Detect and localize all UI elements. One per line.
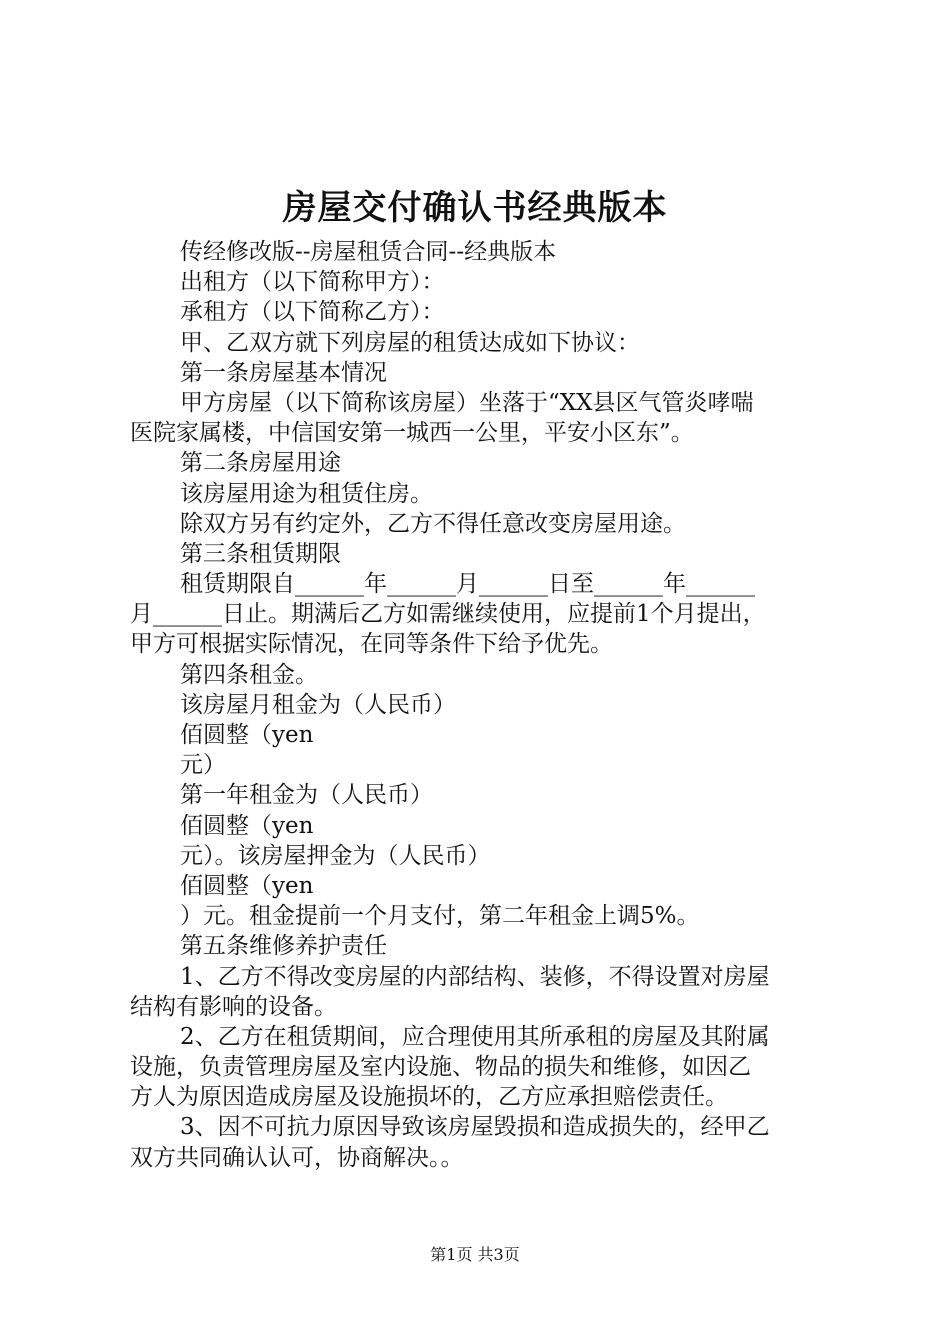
text-line: 佰圆整（yen <box>180 872 314 899</box>
text-line: 出租方（以下简称甲方）： <box>180 269 445 296</box>
text-line: 3、因不可抗力原因导致该房屋毁损和造成损失的，经甲乙 <box>180 1114 770 1141</box>
text-line: 该房屋月租金为（人民币） <box>180 691 456 718</box>
text-line: 传经修改版--房屋租赁合同--经典版本 <box>180 239 557 265</box>
text-line: 甲方可根据实际情况，在同等条件下给予优先。 <box>130 631 613 658</box>
text-line: 第二条房屋用途 <box>180 450 341 477</box>
text-line: 第一条房屋基本情况 <box>180 359 387 386</box>
document-title: 房屋交付确认书经典版本 <box>282 188 668 228</box>
text-line: 第四条租金。 <box>180 661 318 688</box>
text-line: 设施，负责管理房屋及室内设施、物品的损失和维修，如因乙 <box>130 1054 751 1081</box>
text-line: ）元。租金提前一个月支付，第二年租金上调5%。 <box>180 903 700 930</box>
text-line: 方人为原因造成房屋及设施损坏的，乙方应承担赔偿责任。 <box>130 1084 728 1111</box>
text-line: 结构有影响的设备。 <box>130 993 337 1020</box>
text-line: 元）。该房屋押金为（人民币） <box>180 842 491 869</box>
text-line: 双方共同确认认可，协商解决。。 <box>130 1144 464 1171</box>
text-line: 1、乙方不得改变房屋的内部结构、装修，不得设置对房屋 <box>180 963 770 990</box>
text-line: 元） <box>180 752 226 779</box>
text-line: 佰圆整（yen <box>180 722 314 748</box>
text-line: 2、乙方在租赁期间，应合理使用其所承租的房屋及其附属 <box>180 1023 770 1050</box>
text-line: 第三条租赁期限 <box>180 540 341 567</box>
text-line: 医院家属楼，中信国安第一城西一公里，平安小区东”。 <box>130 420 694 447</box>
text-line: 第一年租金为（人民币） <box>180 782 433 809</box>
text-line: 租赁期限自______年______月______日至______年______ <box>180 571 755 598</box>
text-line: 月______日止。期满后乙方如需继续使用，应提前1个月提出， <box>130 601 766 628</box>
text-line: 除双方另有约定外，乙方不得任意改变房屋用途。 <box>180 510 686 537</box>
page-footer: 第1页 共3页 <box>430 1245 520 1264</box>
text-line: 甲方房屋（以下简称该房屋）坐落于“XX县区气管炎哮喘 <box>180 389 754 416</box>
text-line: 承租方（以下简称乙方）： <box>180 299 445 326</box>
document-body <box>130 237 830 1173</box>
text-line: 甲、乙双方就下列房屋的租赁达成如下协议： <box>180 329 640 356</box>
text-line: 第五条维修养护责任 <box>180 933 387 960</box>
text-line: 该房屋用途为租赁住房。 <box>180 480 433 507</box>
text-line: 佰圆整（yen <box>180 812 314 839</box>
